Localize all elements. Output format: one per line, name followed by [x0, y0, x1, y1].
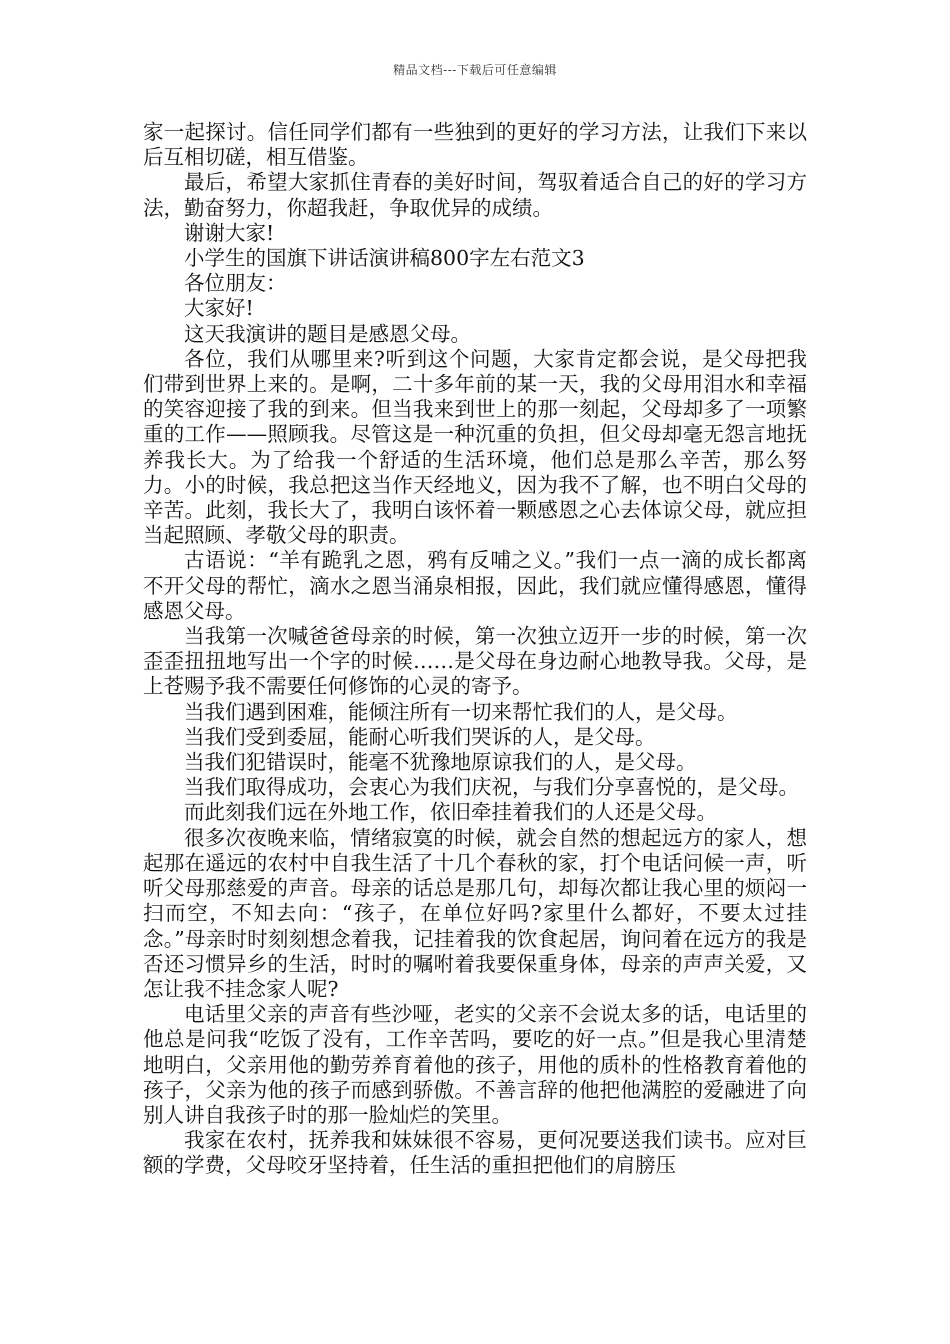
- paragraph: 谢谢大家!: [184, 220, 275, 245]
- paragraph: 这天我演讲的题目是感恩父母。: [184, 321, 471, 346]
- paragraph: 我家在农村，抚养我和妹妹很不容易，更何况要送我们读书。应对巨额的学费，父母咬牙坚持着，任生活的重担把他们的肩膀压: [143, 1128, 807, 1178]
- document-body: [143, 120, 807, 1179]
- paragraph: 古语说：“羊有跪乳之恩，鸦有反哺之义。”我们一点一滴的成长都离不开父母的帮忙，滴水之恩当涌泉相报，因此，我们就应懂得感恩，懂得感恩父母。: [143, 548, 807, 623]
- paragraph: 最后，希望大家抓住青春的美好时间，驾驭着适合自己的好的学习方法，勤奋努力，你超我赶，争取优异的成绩。: [143, 170, 807, 220]
- section-title: 小学生的国旗下讲话演讲稿800字左右范文3: [184, 246, 585, 271]
- paragraph: 而此刻我们远在外地工作，依旧牵挂着我们的人还是父母。: [184, 800, 717, 825]
- paragraph: 当我们犯错误时，能毫不犹豫地原谅我们的人，是父母。: [184, 750, 697, 775]
- greeting: 大家好!: [184, 296, 254, 321]
- paragraph: 各位，我们从哪里来?听到这个问题，大家肯定都会说，是父母把我们带到世界上来的。是啊，二十多年前的某一天，我的父母用泪水和幸福的笑容迎接了我的到来。但当我来到世上的那一刻起，父母却多了一项繁重的工作——照顾我。尽管这是一种沉重的负担，但父母却毫无怨言地抚养我长大。为了给我一个舒适的生活环境，他们总是那么辛苦，那么努力。小的时候，我总把这当作天经地义，因为我不了解，也不明白父母的辛苦。此刻，我长大了，我明白该怀着一颗感恩之心去体谅父母，就应担当起照顾、孝敬父母的职责。: [143, 346, 807, 548]
- paragraph: 电话里父亲的声音有些沙哑，老实的父亲不会说太多的话，电话里的他总是问我“吃饭了没有，工作辛苦吗，要吃的好一点。”但是我心里清楚地明白，父亲用他的勤劳养育着他的孩子，用他的质朴的性格教育着他的孩子，父亲为他的孩子而感到骄傲。不善言辞的他把他满腔的爱融进了向别人讲自我孩子时的那一脸灿烂的笑里。: [143, 1002, 807, 1127]
- paragraph: 当我们遇到困难，能倾注所有一切来帮忙我们的人，是父母。: [184, 699, 738, 724]
- paragraph: 当我第一次喊爸爸母亲的时候，第一次独立迈开一步的时候，第一次歪歪扭扭地写出一个字的时候……是父母在身边耐心地教导我。父母，是上苍赐予我不需要任何修饰的心灵的寄予。: [143, 624, 807, 699]
- paragraph: 当我们取得成功，会衷心为我们庆祝，与我们分享喜悦的，是父母。: [184, 775, 799, 800]
- paragraph: 当我们受到委屈，能耐心听我们哭诉的人，是父母。: [184, 724, 656, 749]
- paragraph: 很多次夜晚来临，情绪寂寞的时候，就会自然的想起远方的家人，想起那在遥远的农村中自我生活了十几个春秋的家，打个电话问候一声，听听父母那慈爱的声音。母亲的话总是那几句，却每次都让我心里的烦闷一扫而空，不知去向：“孩子，在单位好吗?家里什么都好，不要太过挂念。”母亲时时刻刻想念着我，记挂着我的饮食起居，询问着在远方的我是否还习惯异乡的生活，时时的嘱咐着我要保重身体，母亲的声声关爱，又怎让我不挂念家人呢?: [143, 825, 807, 1001]
- page-header: 精品文档---下载后可任意编辑: [393, 63, 557, 77]
- paragraph: 家一起探讨。信任同学们都有一些独到的更好的学习方法，让我们下来以后互相切磋，相互借鉴。: [143, 120, 807, 170]
- salutation: 各位朋友：: [184, 271, 287, 296]
